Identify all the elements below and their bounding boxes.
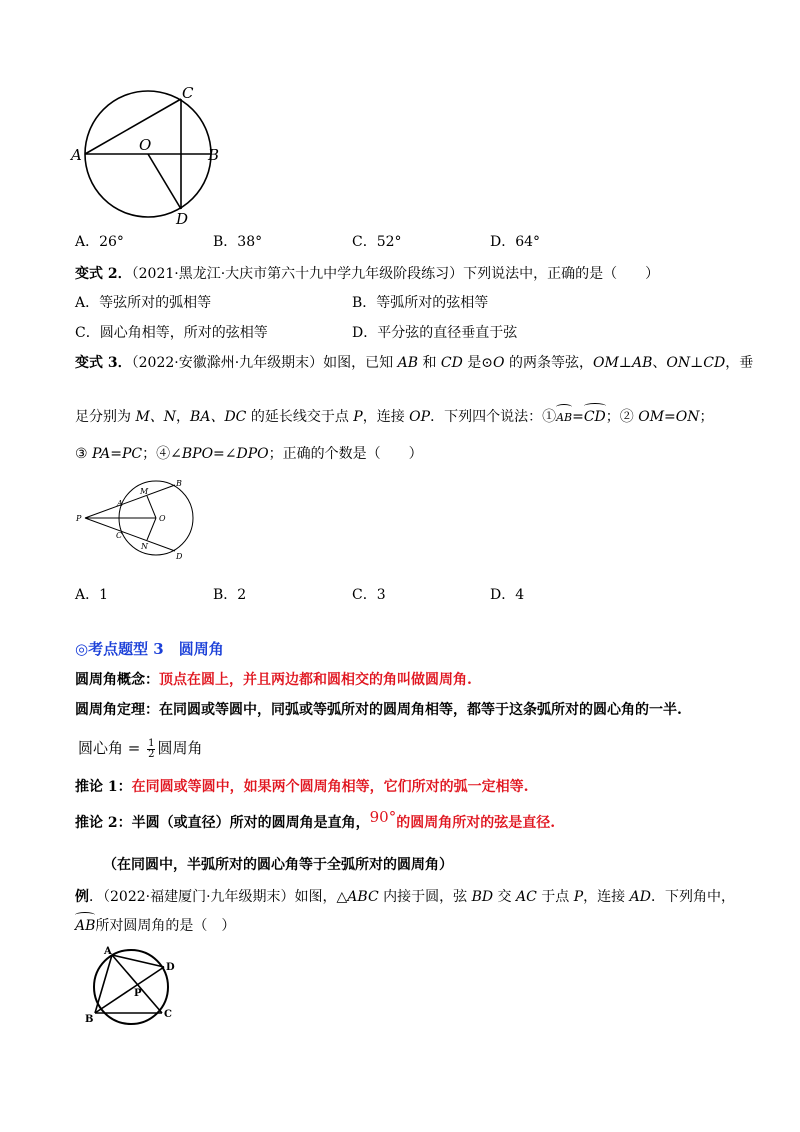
- example-line-2: AB所对圆周角的是（ ）: [75, 918, 236, 934]
- fig3-label-a: A: [104, 946, 112, 957]
- section-note: （在同圆中，半弧所对的圆心角等于全弧所对的圆周角）: [103, 857, 453, 873]
- q3-option-a: A．1: [75, 587, 109, 603]
- fig1-label-c: C: [182, 84, 194, 102]
- fig2-label-a: A: [117, 499, 123, 508]
- circle-figure-3: [82, 944, 182, 1032]
- q1-option-a: A．26°: [75, 234, 124, 250]
- fig3-label-c: C: [164, 1009, 172, 1020]
- formula-line: 圆心角 = $\frac{1}{2}$ 圆周角: [78, 737, 203, 760]
- q3-line-1: 变式 3．（2022·安徽滁州·九年级期末）如图，已知 AB 和 CD 是⊙O 的两条等弦，OM⊥AB、ON⊥CD，垂: [75, 355, 754, 371]
- fig3-label-d: D: [166, 962, 175, 973]
- corollary-1: 推论 1：在同圆或等圆中，如果两个圆周角相等，它们所对的弧一定相等.: [75, 779, 529, 795]
- fig1-label-a: A: [71, 146, 82, 164]
- q3-option-b: B．2: [213, 587, 247, 603]
- theorem-line: 圆周角定理：在同圆或等圆中，同弧或等弧所对的圆周角相等，都等于这条弧所对的圆心角的一半.: [75, 702, 682, 718]
- fig1-label-o: O: [139, 136, 152, 154]
- corollary-2: 推论 2：半圆（或直径）所对的圆周角是直角，90°的圆周角所对的弦是直径.: [75, 808, 556, 831]
- concept-line: 圆周角概念：顶点在圆上，并且两边都和圆相交的角叫做圆周角.: [75, 672, 472, 688]
- circle-figure-2: [72, 476, 202, 561]
- fig2-label-o: O: [159, 514, 166, 523]
- q2-option-b: B．等弧所对的弦相等: [352, 295, 489, 311]
- example-line-1: 例．（2022·福建厦门·九年级期末）如图，△ABC 内接于圆，弦 BD 交 AC 于点 P，连接 AD．下列角中，: [75, 889, 735, 905]
- q3-line-3: ③ PA=PC；④∠BPO=∠DPO；正确的个数是（ ）: [75, 446, 423, 462]
- fig1-label-b: B: [208, 146, 220, 164]
- q2-option-d: D．平分弦的直径垂直于弦: [352, 325, 518, 341]
- q2-option-c: C．圆心角相等，所对的弦相等: [75, 325, 268, 341]
- q1-option-d: D．64°: [490, 234, 541, 250]
- fig2-label-c: C: [116, 531, 123, 540]
- q2-option-a: A．等弦所对的弧相等: [75, 295, 212, 311]
- q1-option-c: C．52°: [352, 234, 402, 250]
- fig2-label-d: D: [176, 552, 183, 561]
- section-heading: ◎考点题型 3 圆周角: [75, 640, 224, 658]
- q3-line-2: 足分别为 M、N，BA、DC 的延长线交于点 P，连接 OP．下列四个说法：①AB=CD；② OM=ON；: [75, 407, 714, 428]
- q1-option-b: B．38°: [213, 234, 263, 250]
- fig2-label-b: B: [176, 479, 182, 488]
- q3-option-d: D．4: [490, 587, 525, 603]
- fig3-label-p: P: [134, 988, 142, 999]
- q3-option-c: C．3: [352, 587, 386, 603]
- fig2-label-p: P: [76, 514, 82, 523]
- fig1-label-d: D: [176, 210, 189, 227]
- fig3-label-b: B: [85, 1014, 94, 1025]
- q2-stem: 变式 2．（2021·黑龙江·大庆市第六十九中学九年级阶段练习）下列说法中，正确的是（ ）: [75, 266, 660, 282]
- circle-figure-1: [66, 82, 226, 227]
- fig2-label-n: N: [141, 542, 148, 551]
- fig2-label-m: M: [140, 487, 149, 496]
